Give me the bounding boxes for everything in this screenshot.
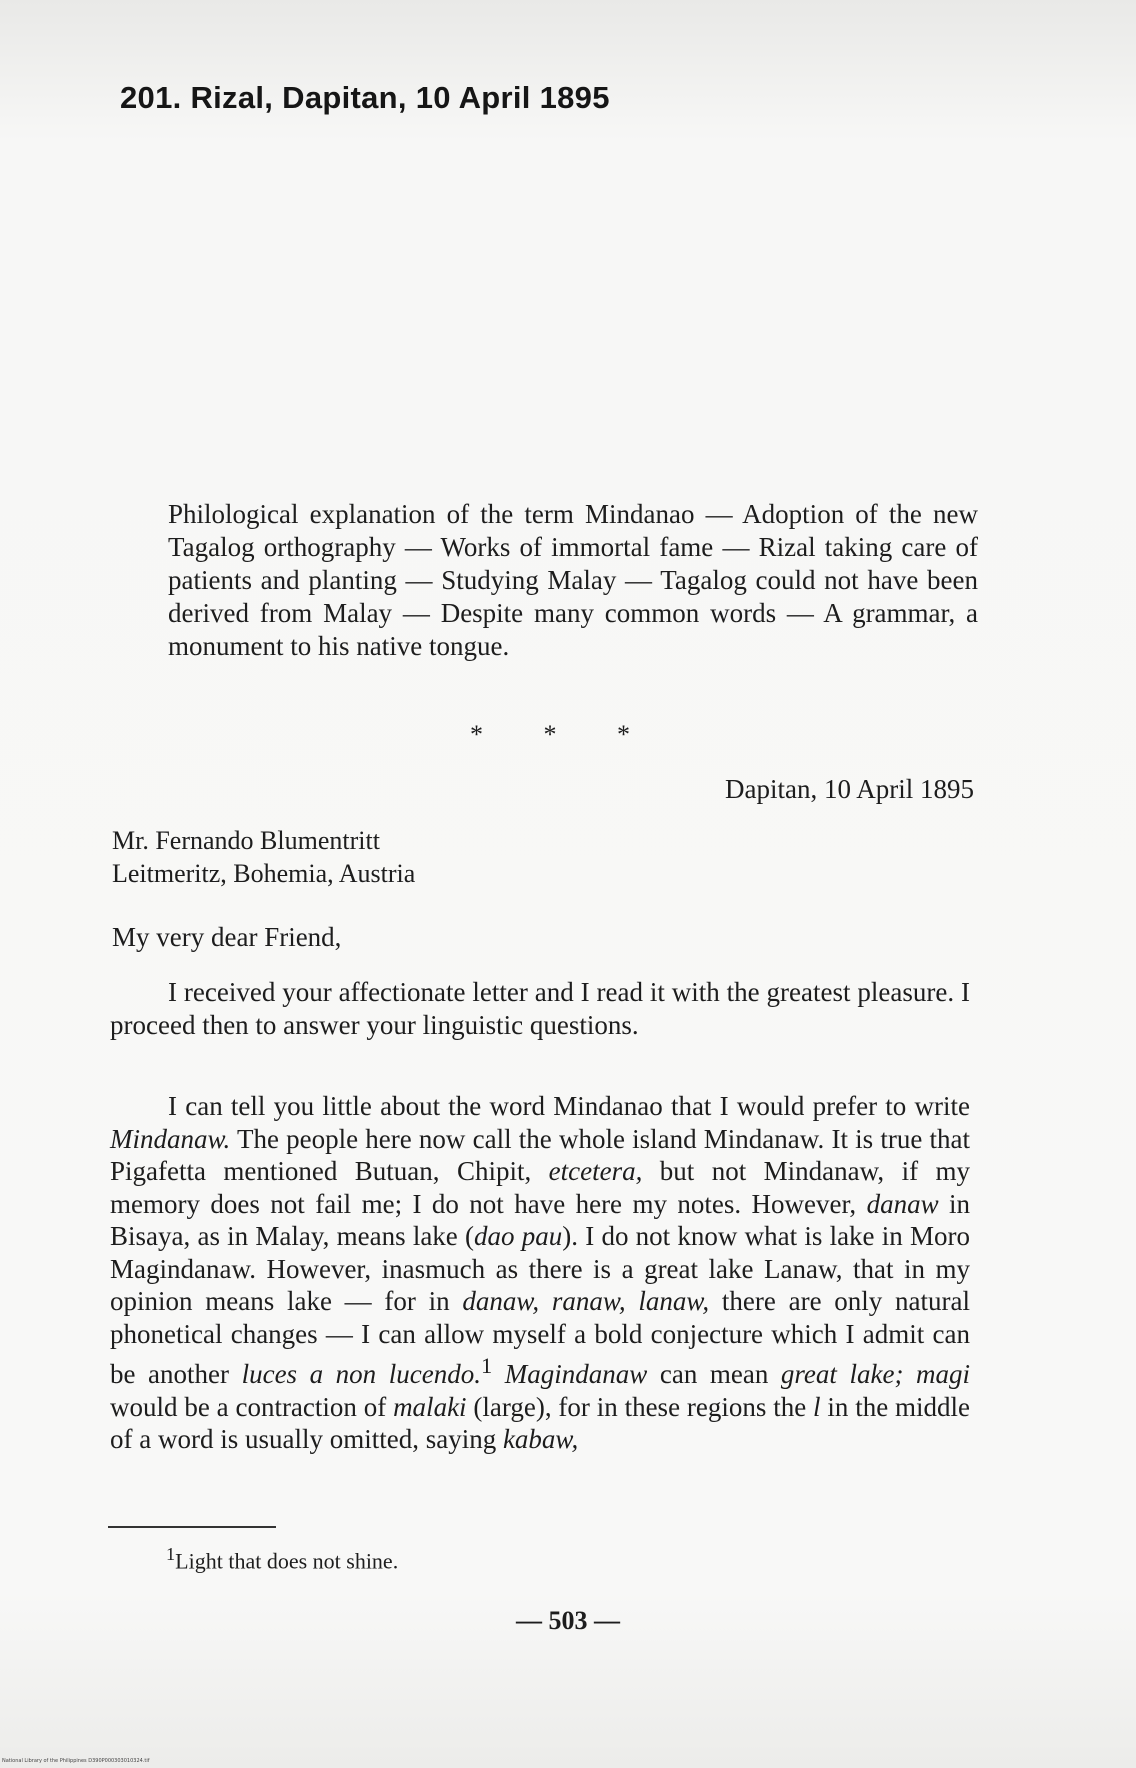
recipient-address — [112, 824, 415, 890]
italic-run: l — [813, 1391, 821, 1422]
body-paragraph-2 — [110, 1090, 970, 1456]
italic-run: dao pau — [474, 1221, 563, 1251]
letter-heading: 201. Rizal, Dapitan, 10 April 1895 — [120, 80, 610, 115]
italic-run: luces a non lucendo. — [241, 1359, 481, 1389]
text-run: in Bisaya, as in Malay, means lake ( — [110, 1188, 970, 1251]
address-line-name: Mr. Fernando Blumentritt — [112, 826, 380, 855]
italic-run: etcetera, — [548, 1156, 643, 1186]
italic-run: danaw, ranaw, lanaw, — [462, 1286, 710, 1316]
italic-run: Magindanaw — [504, 1359, 648, 1389]
text-run — [492, 1359, 505, 1389]
letter-summary: Philological explanation of the term Mindanao — Adoption of the new Tagalog orthography — Works of immortal fame — Rizal taking care of patients and planting — Studying Malay — Tagalog could not have been derived from Malay — Despite many common words — A grammar, a monument to his native tongue. — [168, 499, 978, 661]
italic-run: Mindanaw. — [110, 1123, 231, 1154]
separator-star: * — [470, 720, 483, 749]
text-run: The people here now call the whole island Mindanaw. It is true that Pigafetta mentioned Butuan, Chipit, — [110, 1123, 970, 1186]
text-run: in the middle of a word is usually omitted, saying — [110, 1391, 970, 1454]
section-separator — [470, 720, 630, 750]
scan-credit: National Library of the Philippines D390P000303010324.tif — [2, 1758, 150, 1764]
footnote-reference: 1 — [480, 1353, 493, 1378]
text-run: would be a contraction of — [110, 1391, 394, 1422]
footnote-marker: 1 — [166, 1544, 176, 1564]
page-number: — 503 — — [516, 1606, 620, 1635]
text-run: ). I do not know what is lake in Moro Magindanaw. However, inasmuch as there is a great lake Lanaw, that in my opinion means lake — for in — [110, 1221, 971, 1316]
footnote — [166, 1544, 398, 1574]
footnote-text: Light that does not shine. — [175, 1548, 399, 1574]
footnote-divider — [108, 1526, 276, 1528]
italic-run: great lake; magi — [780, 1359, 970, 1389]
separator-star: * — [617, 720, 630, 749]
text-run: but not Mindanaw, if my memory does not fail me; I do not have here my notes. However, — [110, 1156, 970, 1219]
text-run: there are only natural phonetical changes — I can allow myself a bold conjecture which I admit can be another — [110, 1286, 971, 1389]
body-paragraph-1: I received your affectionate letter and I read it with the greatest pleasure. I proceed then to answer your linguistic questions. — [110, 977, 970, 1040]
text-run: I can tell you little about the word Mindanao that I would prefer to write — [168, 1091, 970, 1121]
dateline: Dapitan, 10 April 1895 — [725, 774, 974, 804]
text-run: (large), for in these regions the — [466, 1391, 814, 1422]
address-line-place: Leitmeritz, Bohemia, Austria — [112, 859, 416, 888]
italic-run: danaw — [866, 1188, 939, 1219]
italic-run: kabaw, — [502, 1424, 579, 1454]
salutation: My very dear Friend, — [112, 922, 342, 952]
text-run: can mean — [647, 1359, 781, 1389]
italic-run: malaki — [393, 1391, 467, 1422]
separator-star: * — [543, 720, 557, 749]
